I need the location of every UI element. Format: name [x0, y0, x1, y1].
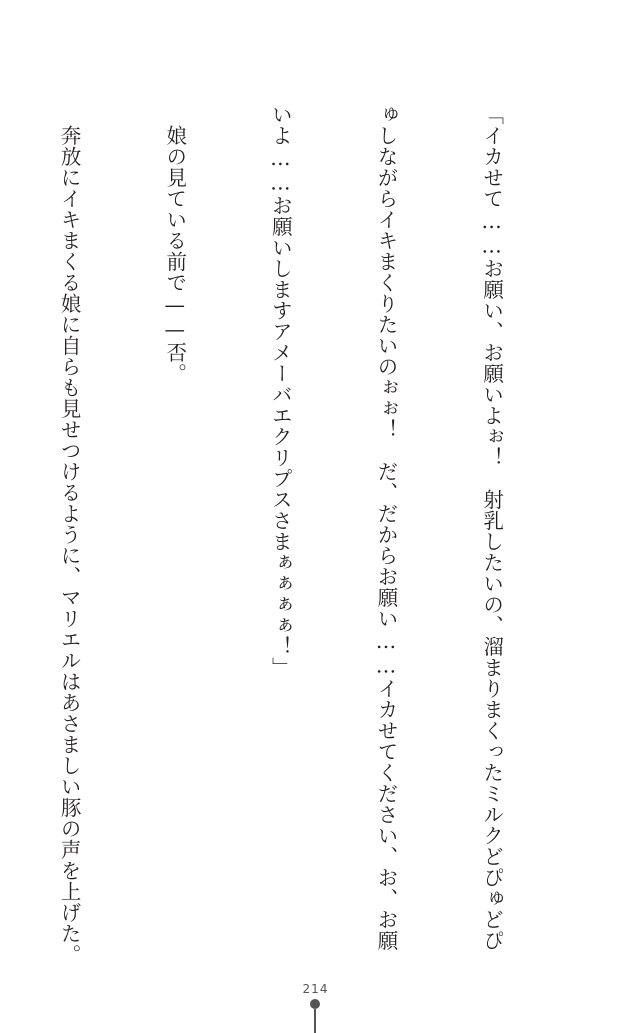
- text-line: ゅしながらイキまくりたいのぉぉ！ だ、だからお願い……イカせてください、お、お願: [373, 104, 398, 951]
- vertical-text-block: [0, 104, 579, 965]
- text-line: いよ……お願いしますアメーバエクリプスさまぁぁぁぁ！」: [268, 104, 293, 678]
- page-number: 214: [302, 982, 329, 996]
- text-line: 奔放にイキまくる娘に自らも見せつけるように、マリエルはあさましい豚の声を上げた。: [57, 104, 82, 965]
- text-line: 「イカせて……お願い、お願いよぉ！ 射乳したいの、溜まりまくったミルクどぴゅどぴ: [479, 104, 504, 951]
- text-line: 娘の見ている前で——否。: [162, 104, 187, 384]
- page-ornament-dot: [310, 999, 320, 1009]
- page-ornament-line: [314, 1009, 316, 1033]
